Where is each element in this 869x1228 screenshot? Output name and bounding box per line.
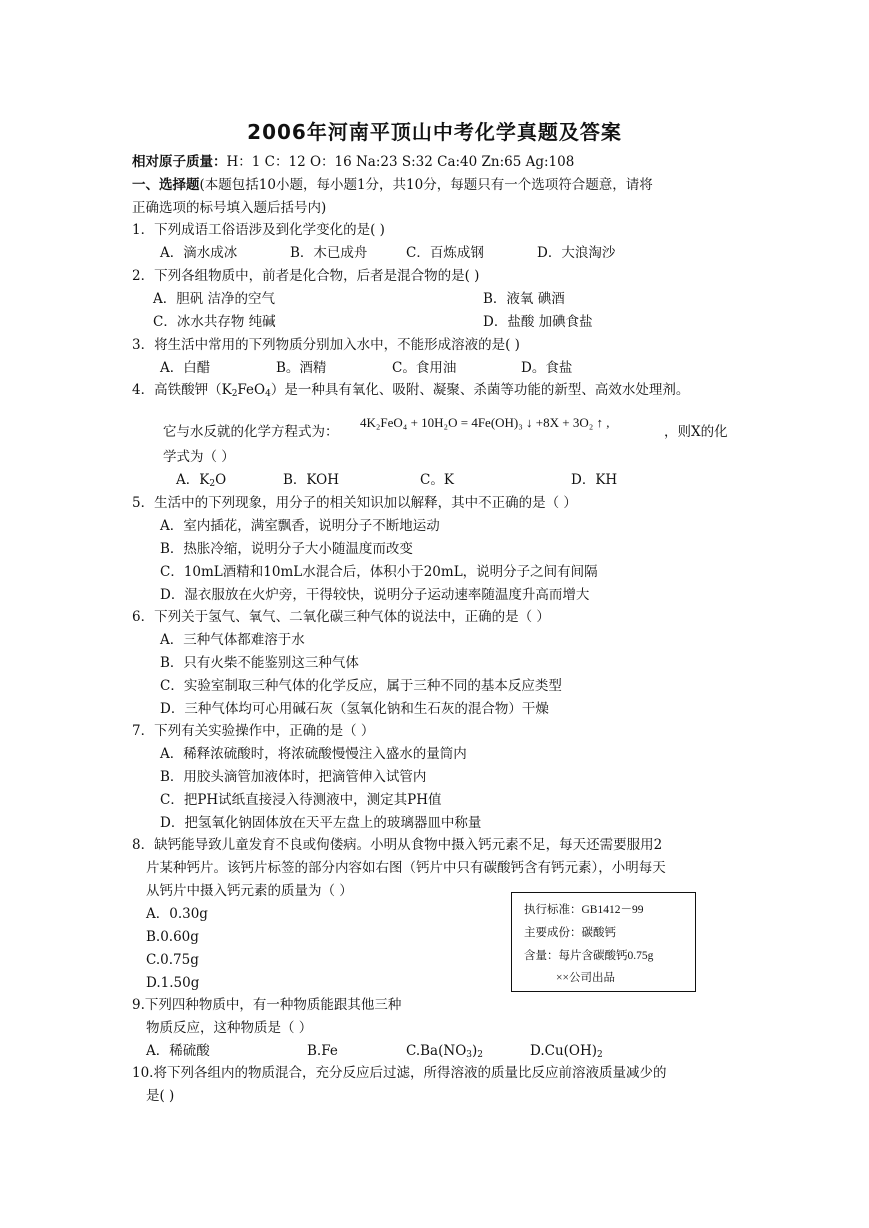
q6-option-b: B．只有火柴不能鉴别这三种气体	[160, 655, 359, 671]
q2-option-d: D．盐酸 加碘食盐	[483, 314, 593, 330]
q10-stem-line1: 10.将下列各组内的物质混合，充分反应后过滤，所得溶液的质量比反应前溶液质量减少的	[132, 1065, 667, 1081]
q1-stem: 1．下列成语工俗语涉及到化学变化的是( )	[132, 222, 385, 238]
q8-option-b: B.0.60g	[146, 929, 199, 945]
q9-option-c-sub2: 2	[477, 1050, 484, 1060]
q7-option-c: C．把PH试纸直接浸入待测液中，测定其PH值	[160, 792, 442, 808]
page-title: 2006年河南平顶山中考化学真题及答案	[247, 120, 622, 144]
q4-option-a-sub: 2	[209, 479, 216, 489]
section-heading-line	[132, 175, 653, 195]
q9-option-c-text: C.Ba(NO	[406, 1043, 467, 1059]
atomic-mass-values: H：1 C：12 O：16 Na:23 S:32 Ca:40 Zn:65 Ag:108	[226, 154, 575, 170]
q3-option-a: A．白醋	[160, 360, 211, 376]
q8-stem-line1: 8．缺钙能导致儿童发育不良或佝偻病。小明从食物中摄入钙元素不足，每天还需要服用2	[132, 837, 663, 853]
q9-option-b: B.Fe	[307, 1043, 338, 1059]
q9-option-d-sub: 2	[597, 1050, 603, 1060]
q9-option-c-text2: )	[472, 1043, 478, 1059]
label-content: 含量：每片含碳酸钙0.75g	[524, 950, 654, 962]
q3-stem: 3．将生活中常用的下列物质分别加入水中，不能形成溶液的是( )	[132, 337, 520, 353]
q5-option-c: C．10mL酒精和10mL水混合后，体积小于20mL，说明分子之间有间隔	[160, 564, 598, 580]
q6-option-c: C．实验室制取三种气体的化学反应，属于三种不同的基本反应类型	[160, 678, 562, 694]
q1-option-b: B．木已成舟	[290, 245, 368, 261]
q8-option-a: A．0.30g	[146, 906, 208, 922]
q2-option-a: A．胆矾 洁净的空气	[153, 291, 276, 307]
q8-stem-line3: 从钙片中摄入钙元素的质量为（ ）	[146, 883, 353, 899]
q4-stem-text2: FeO	[237, 382, 266, 398]
q1-option-a: A．滴水成冰	[160, 245, 238, 261]
q4-equation: 4K₂FeO₄ + 10H₂O = 4Fe(OH)₃ ↓ +8X + 3O₂ ↑ ,	[360, 415, 610, 430]
atomic-mass-line	[132, 152, 574, 172]
q8-stem-line2: 片某种钙片。该钙片标签的部分内容如右图（钙片中只有碳酸钙含有钙元素），小明每天	[146, 860, 666, 876]
q6-stem: 6．下列关于氢气、氧气、二氧化碳三种气体的说法中，正确的是（ ）	[132, 609, 550, 625]
q7-option-b: B．用胶头滴管加液体时，把滴管伸入试管内	[160, 769, 427, 785]
q3-option-c: C。食用油	[392, 360, 457, 376]
q9-option-d	[530, 1041, 603, 1061]
q4-option-a-text: A．K	[176, 472, 210, 488]
q4-stem-sub: 2	[231, 389, 238, 399]
q9-option-c-sub: 3	[466, 1050, 472, 1060]
q3-option-b: B。酒精	[276, 360, 327, 376]
q4-line2: 它与水反就的化学方程式为：	[163, 424, 339, 440]
q9-option-d-text: D.Cu(OH)	[530, 1043, 598, 1059]
q7-stem: 7．下列有关实验操作中，正确的是（ ）	[132, 723, 375, 739]
q4-stem	[132, 380, 689, 400]
q4-option-a	[176, 470, 226, 490]
section-description: (本题包括10小题，每小题1分，共10分，每题只有一个选项符合题意，请将	[199, 177, 653, 193]
q5-option-b: B．热胀冷缩，说明分子大小随温度而改变	[160, 541, 413, 557]
label-standard: 执行标准：GB1412－99	[524, 904, 644, 916]
atomic-mass-label: 相对原子质量：	[132, 154, 227, 170]
q4-option-b: B．KOH	[283, 472, 339, 488]
q4-stem-sub2: 4	[265, 389, 271, 399]
q8-option-c: C.0.75g	[146, 952, 199, 968]
q2-option-b: B．液氧 碘酒	[483, 291, 565, 307]
q1-option-c: C．百炼成钢	[406, 245, 484, 261]
q4-option-d: D．KH	[571, 472, 618, 488]
q6-option-d: D．三种气体均可心用碱石灰（氢氧化钠和生石灰的混合物）干燥	[160, 701, 549, 717]
q5-option-d: D．湿衣服放在火炉旁，干得较快，说明分子运动速率随温度升高而增大	[160, 587, 590, 603]
q9-stem-line2: 物质反应，这种物质是（ ）	[146, 1020, 313, 1036]
q4-option-a-text2: O	[215, 472, 227, 488]
q4-option-c: C。K	[420, 472, 454, 488]
q5-option-a: A．室内插花，满室飘香，说明分子不断地运动	[160, 518, 440, 534]
q5-stem: 5．生活中的下列现象，用分子的相关知识加以解释，其中不正确的是（ ）	[132, 495, 577, 511]
section-description-cont: 正确选项的标号填入题后括号内)	[132, 200, 327, 216]
q2-stem: 2．下列各组物质中，前者是化合物，后者是混合物的是( )	[132, 268, 480, 284]
q9-stem-line1: 9.下列四种物质中，有一种物质能跟其他三种	[132, 997, 402, 1013]
q8-option-d: D.1.50g	[146, 975, 200, 991]
q4-stem-text3: ）是一种具有氧化、吸附、凝聚、杀菌等功能的新型、高效水处理剂。	[270, 382, 690, 398]
q7-option-d: D．把氢氧化钠固体放在天平左盘上的玻璃器皿中称量	[160, 815, 482, 831]
calcium-tablet-label	[511, 892, 696, 992]
label-manufacturer: ××公司出品	[556, 972, 615, 984]
q2-option-c: C．冰水共存物 纯碱	[153, 314, 276, 330]
label-ingredient: 主要成份：碳酸钙	[524, 927, 616, 939]
q4-line2-end: ，则X的化	[664, 424, 728, 440]
section-heading: 一、选择题	[132, 177, 200, 193]
q4-stem-text: 4．高铁酸钾（K	[132, 382, 232, 398]
q1-option-d: D．大浪淘沙	[537, 245, 616, 261]
q3-option-d: D。食盐	[521, 360, 573, 376]
q7-option-a: A．稀释浓硫酸时，将浓硫酸慢慢注入盛水的量筒内	[160, 746, 467, 762]
q6-option-a: A．三种气体都难溶于水	[160, 632, 305, 648]
q9-option-c	[406, 1041, 483, 1061]
q4-line3: 学式为（ ）	[163, 449, 235, 465]
q10-stem-line2: 是( )	[146, 1088, 175, 1104]
q9-option-a: A．稀硫酸	[146, 1043, 210, 1059]
